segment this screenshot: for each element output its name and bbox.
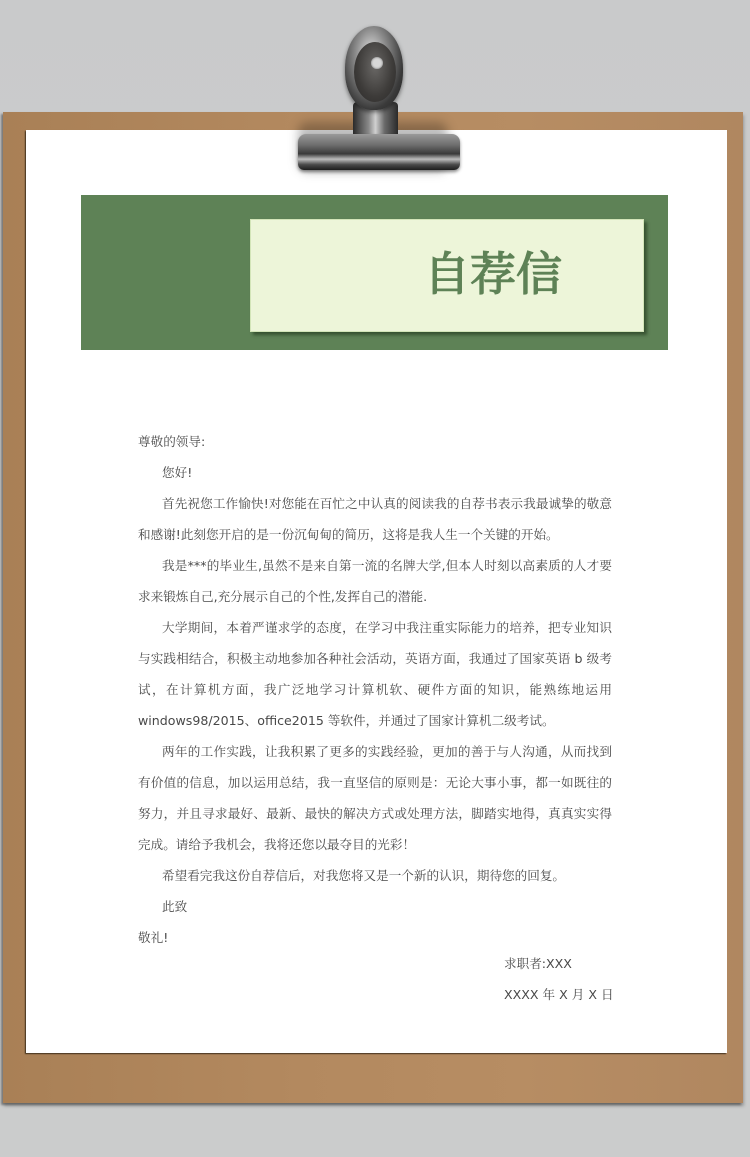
signature: 求职者:XXX [504, 956, 572, 971]
date: XXXX 年 X 月 X 日 [504, 987, 614, 1002]
page-title: 自荐信 [424, 247, 562, 301]
greeting: 您好! [162, 465, 193, 480]
closing-line-2: 敬礼! [138, 930, 169, 945]
paragraph-2: 我是***的毕业生,虽然不是来自第一流的名牌大学,但本人时刻以高素质的人才要求来锻炼自己,充分展示自己的个性,发挥自己的潜能. [138, 558, 612, 604]
clip-ring-inner [354, 42, 396, 102]
paragraph-5: 希望看完我这份自荐信后，对我您将又是一个新的认识，期待您的回复。 [162, 868, 565, 883]
binder-clip-icon [290, 22, 470, 172]
clip-base [298, 134, 460, 170]
paragraph-4: 两年的工作实践，让我积累了更多的实践经验，更加的善于与人沟通，从而找到有价值的信息，加以运用总结，我一直坚信的原则是：无论大事小事，都一如既往的努力，并且寻求最好、最新、最快的解决方式或处理方法，脚踏实地得，真真实实得完成。请给予我机会，我将还您以最夺目的光彩！ [138, 744, 612, 852]
closing-line-1: 此致 [162, 899, 188, 914]
salutation: 尊敬的领导: [138, 434, 206, 449]
paragraph-1: 首先祝您工作愉快!对您能在百忙之中认真的阅读我的自荐书表示我最诚挚的敬意和感谢!此刻您开启的是一份沉甸甸的简历，这将是我人生一个关键的开始。 [138, 496, 612, 542]
letter-body [138, 426, 612, 953]
clip-hole [371, 57, 383, 69]
paragraph-3: 大学期间，本着严谨求学的态度，在学习中我注重实际能力的培养，把专业知识与实践相结合，积极主动地参加各种社会活动，英语方面，我通过了国家英语 b 级考试，在计算机方面，我广泛地学习计算机软、硬件方面的知识，能熟练地运用 windows98/2015、office2015 等软件，并通过了国家计算机二级考试。 [138, 620, 612, 728]
